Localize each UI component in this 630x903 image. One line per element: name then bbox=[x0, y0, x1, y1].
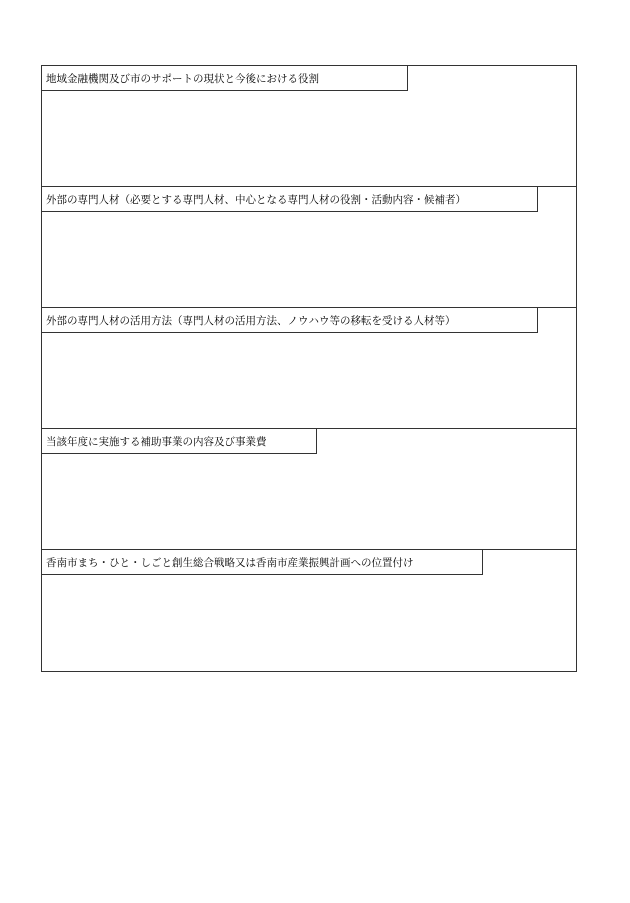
section-specialist-utilization bbox=[42, 308, 576, 429]
section-content-area[interactable] bbox=[42, 92, 576, 186]
section-external-specialists bbox=[42, 187, 576, 308]
section-content-area[interactable] bbox=[42, 213, 576, 307]
section-subsidy-project bbox=[42, 429, 576, 550]
section-label: 外部の専門人材（必要とする専門人材、中心となる専門人材の役割・活動内容・候補者） bbox=[41, 186, 538, 212]
section-content-area[interactable] bbox=[42, 455, 576, 549]
section-strategy-positioning bbox=[42, 550, 576, 671]
section-financial-support bbox=[42, 66, 576, 187]
section-label: 当該年度に実施する補助事業の内容及び事業費 bbox=[41, 428, 317, 454]
section-label: 地域金融機関及び市のサポートの現状と今後における役割 bbox=[41, 65, 408, 91]
section-content-area[interactable] bbox=[42, 334, 576, 428]
section-content-area[interactable] bbox=[42, 576, 576, 671]
section-label: 香南市まち・ひと・しごと創生総合戦略又は香南市産業振興計画への位置付け bbox=[41, 549, 483, 575]
section-label: 外部の専門人材の活用方法（専門人材の活用方法、ノウハウ等の移転を受ける人材等） bbox=[41, 307, 538, 333]
form-table bbox=[41, 65, 577, 672]
